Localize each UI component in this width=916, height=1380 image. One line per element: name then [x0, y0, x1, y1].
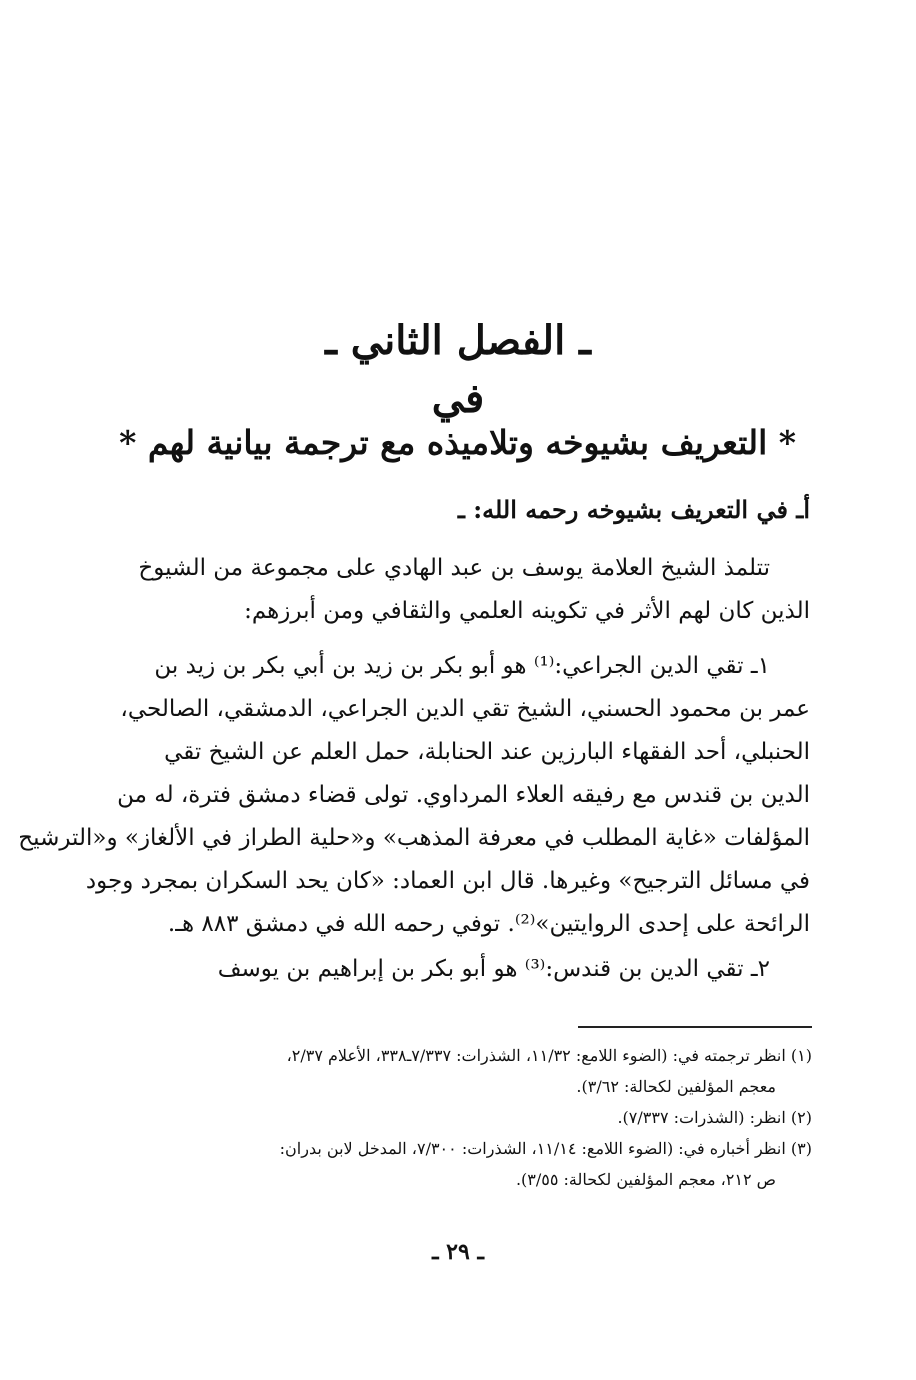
intro-line: الذين كان لهم الأثر في تكوينه العلمي والثقافي ومن أبرزهم:	[244, 598, 810, 624]
entry-line: في مسائل الترجيح» وغيرها. قال ابن العماد: «كان يحد السكران بمجرد وجود	[85, 868, 810, 894]
entry-line: الحنبلي، أحد الفقهاء البارزين عند الحنابلة، حمل العلم عن الشيخ تقي	[164, 739, 810, 765]
chapter-preposition: في	[431, 375, 485, 422]
entry-line: الدين بن قندس مع رفيقه العلاء المرداوي. تولى قضاء دمشق فترة، له من	[117, 782, 810, 808]
footnote-1-continued: معجم المؤلفين لكحالة: ٣/٦٢).	[576, 1077, 776, 1096]
entry-line: عمر بن محمود الحسني، الشيخ تقي الدين الجراعي، الدمشقي، الصالحي،	[120, 696, 810, 722]
footnote-1: (١) انظر ترجمته في: (الضوء اللامع: ١١/٣٢، الشذرات: ٧/٣٣٧ـ٣٣٨، الأعلام ٢/٣٧،	[286, 1046, 812, 1065]
footnotes	[118, 1040, 812, 1195]
footnote-separator	[578, 1026, 812, 1028]
entry-line: ٢ـ تقي الدين بن قندس:⁽³⁾ هو أبو بكر بن إبراهيم بن يوسف	[217, 956, 770, 982]
intro-paragraph	[118, 547, 810, 633]
footnote-2: (٢) انظر: (الشذرات: ٧/٣٣٧).	[617, 1108, 812, 1127]
entry-line: الرائحة على إحدى الروايتين»⁽²⁾. توفي رحمه الله في دمشق ٨٨٣ هـ.	[167, 911, 810, 937]
page-number: ـ ٢٩ ـ	[432, 1239, 484, 1265]
chapter-subtitle: * التعريف بشيوخه وتلاميذه مع ترجمة بيانية لهم *	[119, 423, 796, 462]
chapter-title: ـ الفصل الثاني ـ	[325, 317, 591, 364]
intro-line: تتلمذ الشيخ العلامة يوسف بن عبد الهادي على مجموعة من الشيوخ	[138, 555, 770, 581]
footnote-3: (٣) انظر أخباره في: (الضوء اللامع: ١١/١٤، الشذرات: ٧/٣٠٠، المدخل لابن بدران:	[279, 1139, 812, 1158]
teacher-entry-2	[118, 948, 810, 991]
entry-line: ١ـ تقي الدين الجراعي:⁽¹⁾ هو أبو بكر بن زيد بن أبي بكر بن زيد بن	[154, 653, 770, 679]
entry-line: المؤلفات «غاية المطلب في معرفة المذهب» و«حلية الطراز في الألغاز» و«الترشيح	[18, 825, 810, 851]
footnote-3-continued: ص ٢١٢، معجم المؤلفين لكحالة: ٣/٥٥).	[515, 1170, 776, 1189]
teacher-entry-1	[18, 645, 810, 946]
section-title: أـ في التعريف بشيوخه رحمه الله: ـ	[457, 495, 810, 524]
